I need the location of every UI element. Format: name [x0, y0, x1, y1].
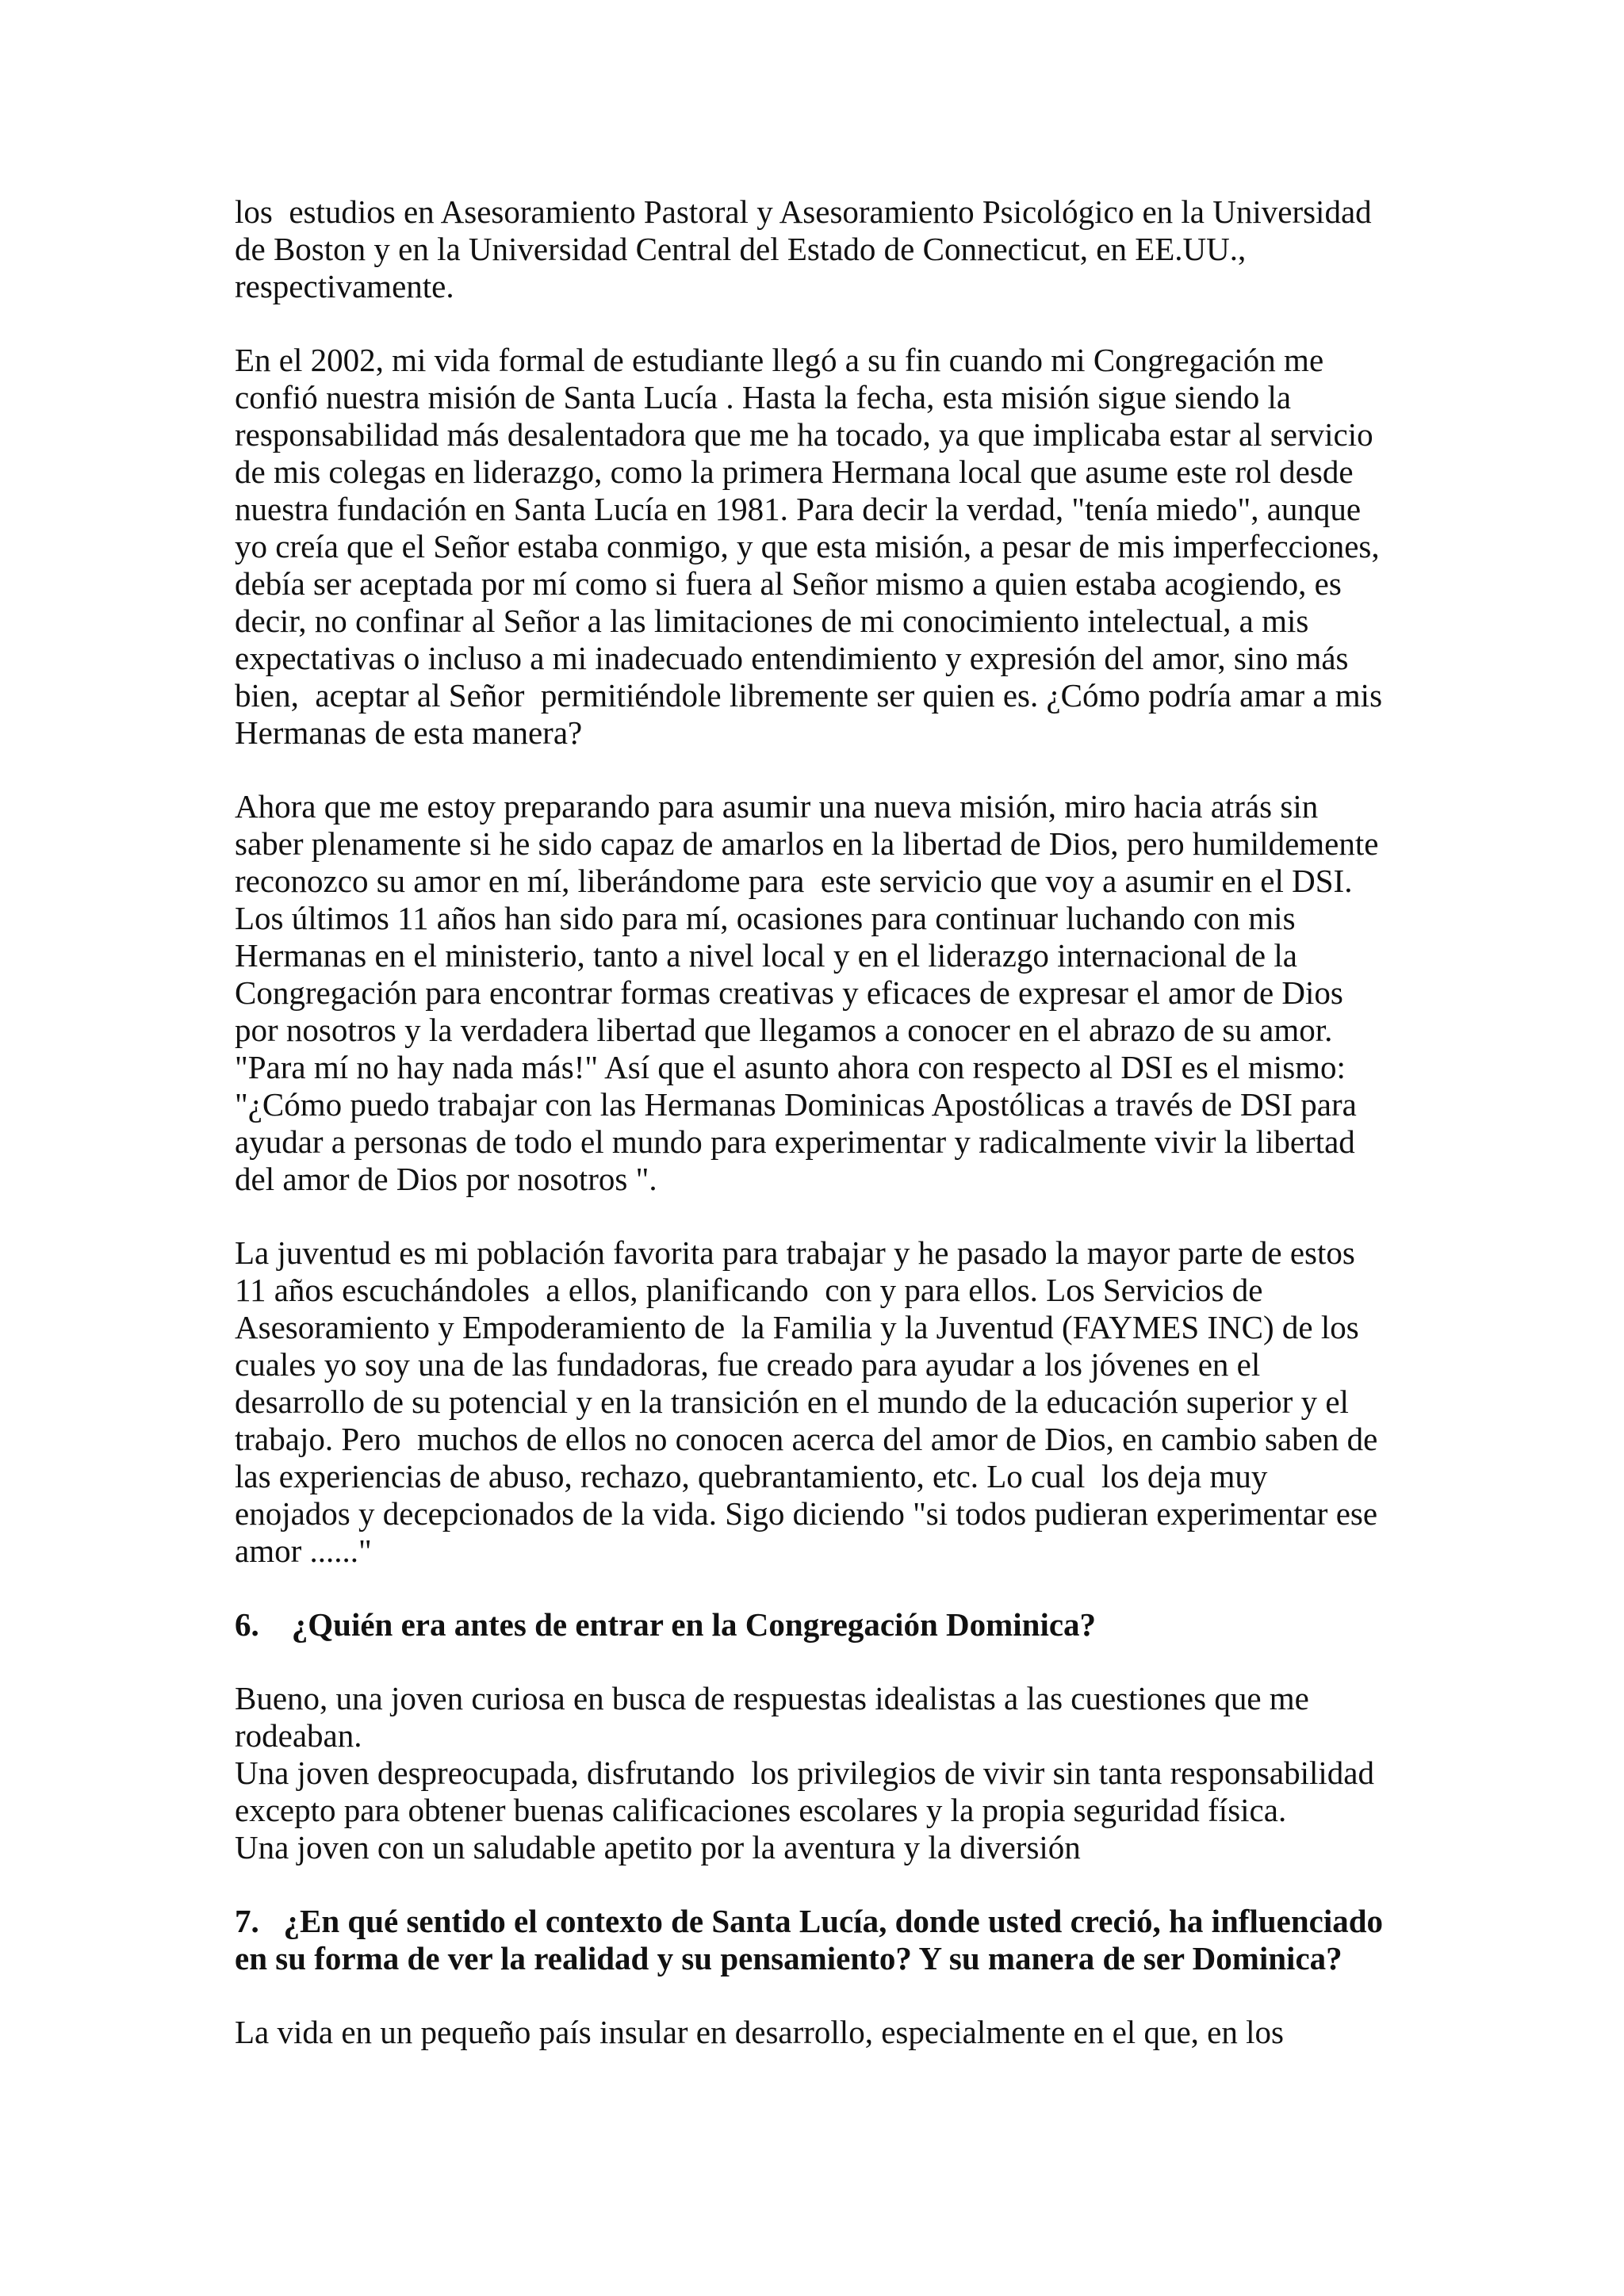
text-line: nuestra fundación en Santa Lucía en 1981. Para decir la verdad, "tenía miedo", aunque: [235, 491, 1362, 527]
heading-line: 6. ¿Quién era antes de entrar en la Congregación Dominica?: [235, 1606, 1097, 1643]
question-6-heading: [235, 1606, 1416, 1644]
paragraph-answer-6: [235, 1680, 1416, 1866]
text-line: Bueno, una joven curiosa en busca de respuestas idealistas a las cuestiones que me: [235, 1680, 1309, 1716]
text-line: respectivamente.: [235, 268, 454, 304]
paragraph-gap: [235, 752, 1416, 788]
text-line: En el 2002, mi vida formal de estudiante llegó a su fin cuando mi Congregación me: [235, 342, 1324, 378]
text-line: de Boston y en la Universidad Central del Estado de Connecticut, en EE.UU.,: [235, 231, 1247, 267]
text-line: Hermanas en el ministerio, tanto a nivel local y en el liderazgo internacional de la: [235, 937, 1297, 974]
text-line: "Para mí no hay nada más!" Así que el asunto ahora con respecto al DSI es el mismo:: [235, 1049, 1346, 1085]
question-7-heading: [235, 1903, 1416, 1977]
text-line: La vida en un pequeño país insular en desarrollo, especialmente en el que, en los: [235, 2014, 1284, 2050]
text-line: ayudar a personas de todo el mundo para experimentar y radicalmente vivir la libertad: [235, 1123, 1355, 1160]
text-line: los estudios en Asesoramiento Pastoral y Asesoramiento Psicológico en la Universidad: [235, 193, 1372, 230]
paragraph-gap: [235, 305, 1416, 342]
heading-line: 7. ¿En qué sentido el contexto de Santa Lucía, donde usted creció, ha influenciado: [235, 1903, 1384, 1939]
paragraph-gap: [235, 1866, 1416, 1903]
text-line: de mis colegas en liderazgo, como la primera Hermana local que asume este rol desde: [235, 453, 1354, 490]
text-line: "¿Cómo puedo trabajar con las Hermanas Dominicas Apostólicas a través de DSI para: [235, 1086, 1357, 1123]
text-line: Los últimos 11 años han sido para mí, ocasiones para continuar luchando con mis: [235, 900, 1296, 936]
text-line: del amor de Dios por nosotros ".: [235, 1161, 657, 1197]
text-line: Hermanas de esta manera?: [235, 714, 583, 751]
text-line: por nosotros y la verdadera libertad que llegamos a conocer en el abrazo de su amor.: [235, 1012, 1333, 1048]
text-line: expectativas o incluso a mi inadecuado entendimiento y expresión del amor, sino más: [235, 640, 1349, 676]
text-line: confió nuestra misión de Santa Lucía . Hasta la fecha, esta misión sigue siendo la: [235, 379, 1292, 415]
text-line: yo creía que el Señor estaba conmigo, y que esta misión, a pesar de mis imperfecciones,: [235, 528, 1380, 564]
paragraph-gap: [235, 1644, 1416, 1680]
text-line: enojados y decepcionados de la vida. Sigo diciendo "si todos pudieran experimentar ese: [235, 1495, 1378, 1532]
text-line: Ahora que me estoy preparando para asumir una nueva misión, miro hacia atrás sin: [235, 788, 1319, 825]
paragraph-mission-2002: [235, 342, 1416, 752]
text-line: La juventud es mi población favorita para trabajar y he pasado la mayor parte de estos: [235, 1234, 1355, 1271]
paragraph-gap: [235, 1570, 1416, 1606]
paragraph-studies: [235, 193, 1416, 305]
text-line: bien, aceptar al Señor permitiéndole libremente ser quien es. ¿Cómo podría amar a mis: [235, 677, 1383, 714]
text-line: trabajo. Pero muchos de ellos no conocen acerca del amor de Dios, en cambio saben de: [235, 1421, 1378, 1457]
text-line: amor ......": [235, 1533, 372, 1569]
text-line: responsabilidad más desalentadora que me ha tocado, ya que implicaba estar al servicio: [235, 416, 1373, 453]
heading-line: en su forma de ver la realidad y su pensamiento? Y su manera de ser Dominica?: [235, 1940, 1342, 1976]
document-page: [235, 193, 1416, 2051]
text-line: debía ser aceptada por mí como si fuera al Señor mismo a quien estaba acogiendo, es: [235, 565, 1342, 602]
paragraph-gap: [235, 1977, 1416, 2014]
text-line: Asesoramiento y Empoderamiento de la Familia y la Juventud (FAYMES INC) de los: [235, 1309, 1359, 1345]
text-line: Congregación para encontrar formas creativas y eficaces de expresar el amor de Dios: [235, 974, 1343, 1011]
text-line: decir, no confinar al Señor a las limitaciones de mi conocimiento intelectual, a mis: [235, 603, 1309, 639]
paragraph-youth: [235, 1234, 1416, 1570]
text-line: excepto para obtener buenas calificaciones escolares y la propia seguridad física.: [235, 1792, 1287, 1828]
text-line: 11 años escuchándoles a ellos, planificando con y para ellos. Los Servicios de: [235, 1272, 1263, 1308]
text-line: Una joven con un saludable apetito por la aventura y la diversión: [235, 1829, 1081, 1866]
paragraph-answer-7: [235, 2014, 1416, 2051]
paragraph-gap: [235, 1198, 1416, 1234]
text-line: saber plenamente si he sido capaz de amarlos en la libertad de Dios, pero humildemente: [235, 825, 1379, 862]
text-line: reconozco su amor en mí, liberándome para este servicio que voy a asumir en el DSI.: [235, 863, 1353, 899]
text-line: las experiencias de abuso, rechazo, quebrantamiento, etc. Lo cual los deja muy: [235, 1458, 1268, 1494]
text-line: desarrollo de su potencial y en la transición en el mundo de la educación superior y el: [235, 1383, 1349, 1420]
text-line: rodeaban.: [235, 1717, 362, 1754]
text-line: cuales yo soy una de las fundadoras, fue creado para ayudar a los jóvenes en el: [235, 1346, 1261, 1383]
text-line: Una joven despreocupada, disfrutando los privilegios de vivir sin tanta responsabilidad: [235, 1755, 1374, 1791]
paragraph-new-mission: [235, 788, 1416, 1198]
